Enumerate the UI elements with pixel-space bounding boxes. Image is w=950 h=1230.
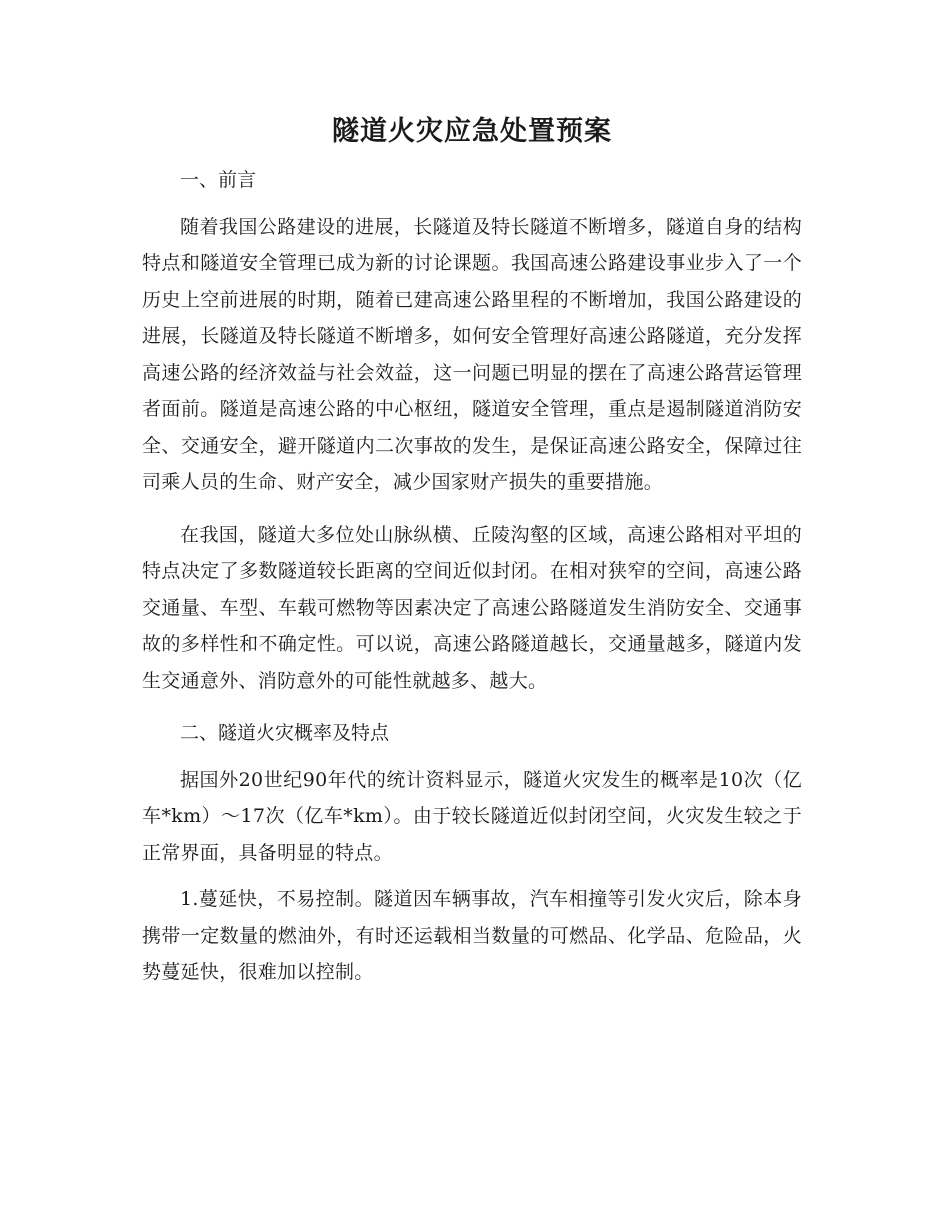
paragraph-statistics: 据国外20世纪90年代的统计资料显示，隧道火灾发生的概率是10次（亿车*km）～17次（亿车*km）。由于较长隧道近似封闭空间，火灾发生较之于正常界面，具备明显的特点。 xyxy=(142,768,802,864)
paragraph-preface-1: 随着我国公路建设的进展，长隧道及特长隧道不断增多，隧道自身的结构特点和隧道安全管理已成为新的讨论课题。我国高速公路建设事业步入了一个历史上空前进展的时期，随着已建高速公路里程的不断增加，我国公路建设的进展，长隧道及特长隧道不断增多，如何安全管理好高速公路隧道，充分发挥高速公路的经济效益与社会效益，这一问题已明显的摆在了高速公路营运管理者面前。隧道是高速公路的中心枢纽，隧道安全管理，重点是遏制隧道消防安全、交通安全，避开隧道内二次事故的发生，是保证高速公路安全，保障过往司乘人员的生命、财产安全，减少国家财产损失的重要措施。 xyxy=(142,215,802,493)
section-heading-preface: 一、前言 xyxy=(180,169,257,191)
paragraph-preface-2: 在我国，隧道大多位处山脉纵横、丘陵沟壑的区域，高速公路相对平坦的特点决定了多数隧道较长距离的空间近似封闭。在相对狭窄的空间，高速公路交通量、车型、车载可燃物等因素决定了高速公路隧道发生消防安全、交通事故的多样性和不确定性。可以说，高速公路隧道越长，交通量越多，隧道内发生交通意外、消防意外的可能性就越多、越大。 xyxy=(142,523,802,692)
section-heading-fire-probability: 二、隧道火灾概率及特点 xyxy=(180,722,390,744)
document-page xyxy=(142,112,802,991)
document-title: 隧道火灾应急处置预案 xyxy=(332,116,612,147)
paragraph-feature-1: 1.蔓延快，不易控制。隧道因车辆事故，汽车相撞等引发火灾后，除本身携带一定数量的燃油外，有时还运载相当数量的可燃品、化学品、危险品，火势蔓延快，很难加以控制。 xyxy=(142,888,802,983)
